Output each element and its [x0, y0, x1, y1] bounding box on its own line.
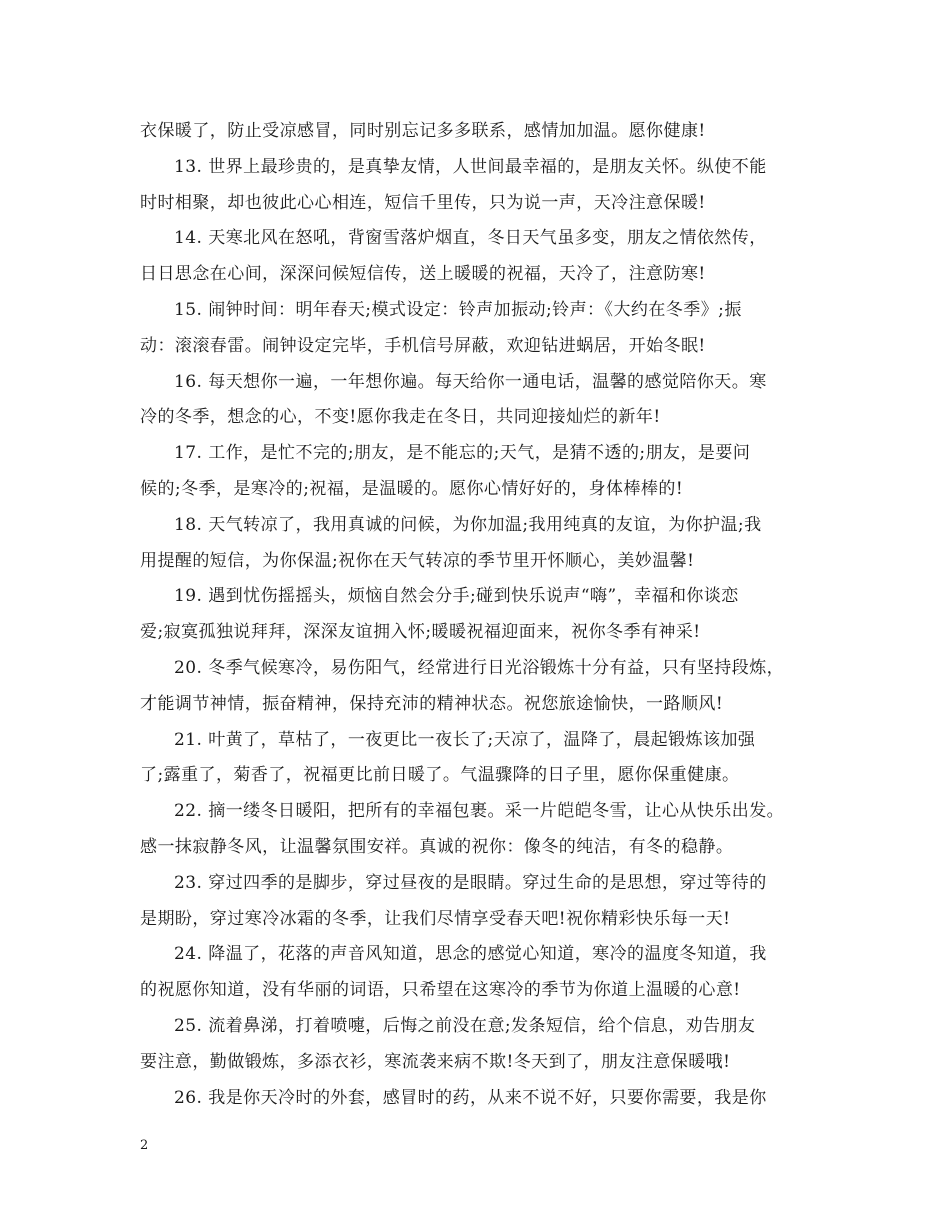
text-line: 20. 冬季气候寒冷，易伤阳气，经常进行日光浴锻炼十分有益，只有坚持段炼， [174, 657, 785, 678]
text-line: 日日思念在心间，深深问候短信传，送上暖暖的祝福，天冷了，注意防寒! [140, 264, 706, 285]
text-line: 的祝愿你知道，没有华丽的词语，只希望在这寒冷的季节为你道上温暖的心意! [140, 980, 741, 1001]
text-line: 19. 遇到忧伤摇摇头，烦恼自然会分手;碰到快乐说声“嗨”，幸福和你谈恋 [174, 586, 739, 607]
text-line: 时时相聚，却也彼此心心相连，短信千里传，只为说一声，天冷注意保暖! [140, 192, 706, 213]
text-line: 衣保暖了，防止受凉感冒，同时别忘记多多联系，感情加加温。愿你健康! [140, 121, 706, 141]
text-line: 用提醒的短信，为你保温;祝你在天气转凉的季节里开怀顺心，美妙温馨! [140, 550, 695, 571]
text-line: 冷的冬季，想念的心，不变!愿你我走在冬日，共同迎接灿烂的新年! [140, 407, 661, 428]
text-line: 了;露重了，菊香了，祝福更比前日暖了。气温骤降的日子里，愿你保重健康。 [140, 765, 740, 786]
text-line: 爱;寂寞孤独说拜拜，深深友谊拥入怀;暖暖祝福迎面来，祝你冬季有神采! [140, 622, 701, 643]
text-line: 候的;冬季，是寒冷的;祝福，是温暖的。愿你心情好好的，身体棒棒的! [140, 478, 684, 499]
text-line: 要注意，勤做锻炼，多添衣衫，寒流袭来病不欺!冬天到了，朋友注意保暖哦! [140, 1051, 731, 1072]
text-line: 动：滚滚春雷。闹钟设定完毕，手机信号屏蔽，欢迎钻进蜗居，开始冬眠! [140, 335, 706, 356]
text-line: 25. 流着鼻涕，打着喷嚏，后悔之前没在意;发条短信，给个信息，劝告朋友 [174, 1015, 756, 1036]
text-line: 23. 穿过四季的是脚步，穿过昼夜的是眼睛。穿过生命的是思想，穿过等待的 [174, 872, 767, 893]
text-line: 26. 我是你天冷时的外套，感冒时的药，从来不说不好，只要你需要，我是你 [174, 1087, 767, 1108]
text-line: 才能调节神情，振奋精神，保持充沛的精神状态。祝您旅途愉快，一路顺风! [140, 693, 724, 714]
text-line: 18. 天气转凉了，我用真诚的问候，为你加温;我用纯真的友谊，为你护温;我 [174, 514, 762, 535]
text-line: 感一抹寂静冬风，让温馨氛围安祥。真诚的祝你：像冬的纯洁，有冬的稳静。 [140, 836, 734, 857]
page-number: 2 [140, 1138, 149, 1153]
body-text [140, 114, 824, 1116]
text-line: 17. 工作，是忙不完的;朋友，是不能忘的;天气，是猜不透的;朋友，是要问 [174, 443, 751, 464]
text-line: 16. 每天想你一遍，一年想你遍。每天给你一通电话，温馨的感觉陪你天。寒 [174, 371, 767, 392]
text-line: 14. 天寒北风在怒吼，背窗雪落炉烟直，冬日天气虽多变，朋友之情依然传， [174, 228, 767, 249]
text-line: 22. 摘一缕冬日暖阳，把所有的幸福包裹。采一片皑皑冬雪，让心从快乐出发。 [174, 801, 785, 822]
text-line: 15. 闹钟时间：明年春天;模式设定：铃声加振动;铃声：《大约在冬季》;振 [174, 299, 742, 320]
text-line: 是期盼，穿过寒冷冰霜的冬季，让我们尽情享受春天吧!祝你精彩快乐每一天! [140, 908, 731, 929]
text-line: 21. 叶黄了，草枯了，一夜更比一夜长了;天凉了，温降了，晨起锻炼该加强 [174, 729, 756, 750]
text-line: 24. 降温了，花落的声音风知道，思念的感觉心知道，寒冷的温度冬知道，我 [174, 944, 767, 965]
text-line: 13. 世界上最珍贵的，是真挚友情，人世间最幸福的，是朋友关怀。纵使不能 [174, 156, 767, 177]
